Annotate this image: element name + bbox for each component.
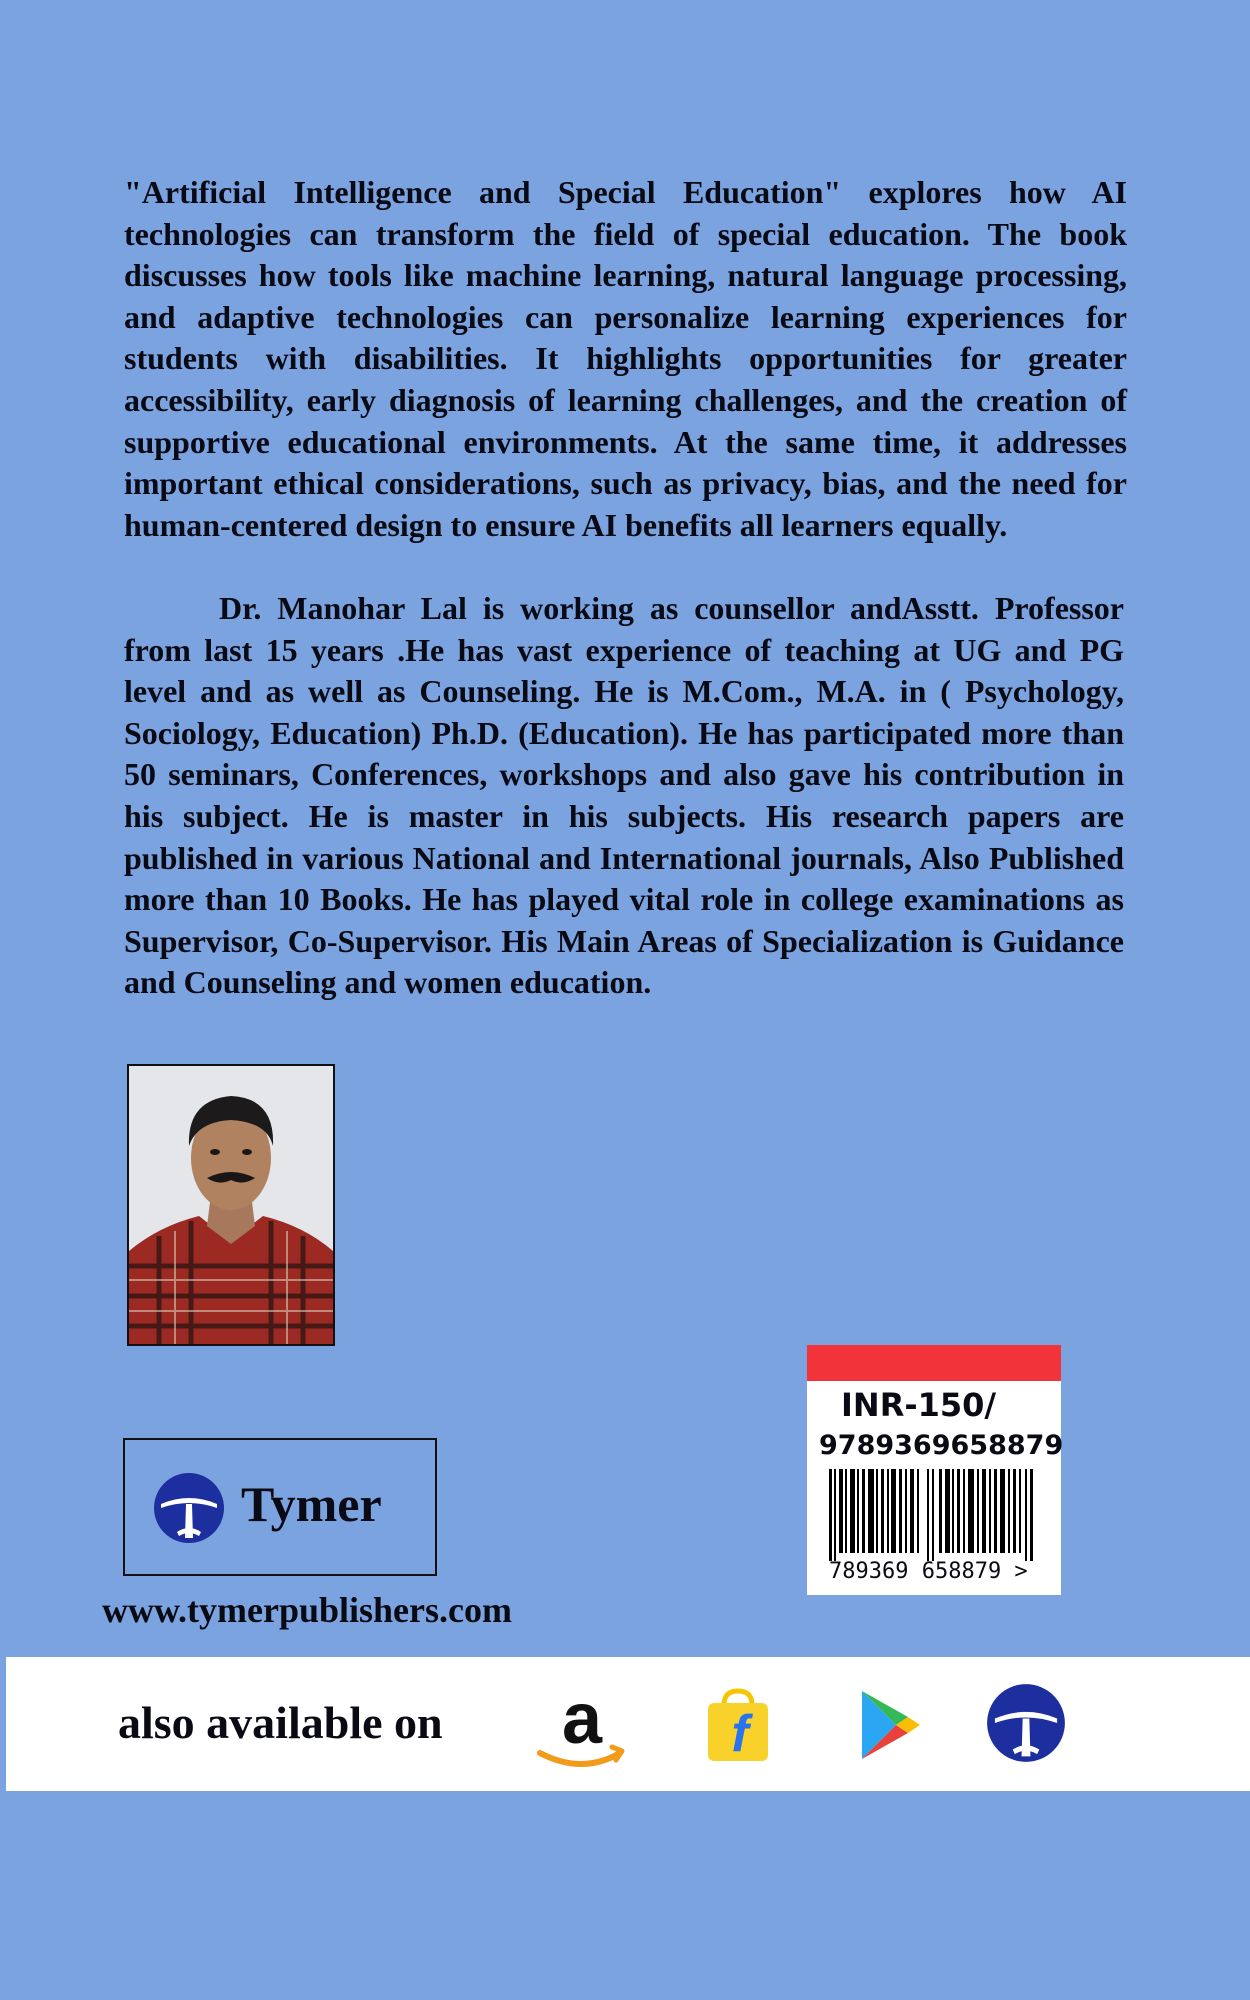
author-bio: Dr. Manohar Lal is working as counsellor andAsstt. Professor from last 15 years .He has vast experience of teaching at UG and PG level and as well as Counseling. He is M.Com., M.A. in ( Psychology, Sociology, Education) Ph.D. (Education). He has participated more than 50 seminars, Conferences, workshops and also gave his contribution in his subject. He is master in his subjects. His research papers are published in various National and International journals, Also Published more than 10 Books. He has played vital role in college examinations as Supervisor, Co-Supervisor. His Main Areas of Specialization is Guidance and Counseling and women education. [124, 590, 1124, 1001]
tymer-logo-icon[interactable] [986, 1683, 1066, 1763]
author-photo [127, 1064, 335, 1346]
price-label: INR-150/ [841, 1386, 997, 1424]
isbn-number: 9789369658879 [819, 1430, 1064, 1461]
svg-text:a: a [561, 1687, 603, 1759]
publisher-logo-box [123, 1438, 437, 1576]
flipkart-icon[interactable] [702, 1687, 774, 1763]
amazon-icon[interactable] [534, 1687, 630, 1771]
availability-label: also available on [118, 1697, 443, 1748]
publisher-name: Tymer [241, 1476, 382, 1532]
tymer-logo-icon [153, 1472, 225, 1544]
google-play-icon[interactable] [858, 1687, 924, 1763]
svg-text:f: f [731, 1705, 749, 1763]
barcode [829, 1469, 1039, 1561]
publisher-website[interactable]: www.tymerpublishers.com [102, 1590, 512, 1630]
price-barcode-card [807, 1345, 1064, 1595]
barcode-digits: 789369 658879 > [829, 1559, 1028, 1584]
book-blurb: "Artificial Intelligence and Special Education" explores how AI technologies can transform the field of special education. The book discusses how tools like machine learning, natural language processing, and adaptive technologies can personalize learning experiences for students with disabilities. It highlights opportunities for greater accessibility, early diagnosis of learning challenges, and the creation of supportive educational environments. At the same time, it addresses important ethical considerations, such as privacy, bias, and the need for human-centered design to ensure AI benefits all learners equally. [124, 174, 1127, 543]
price-band [807, 1345, 1061, 1381]
availability-banner [6, 1657, 1250, 1791]
